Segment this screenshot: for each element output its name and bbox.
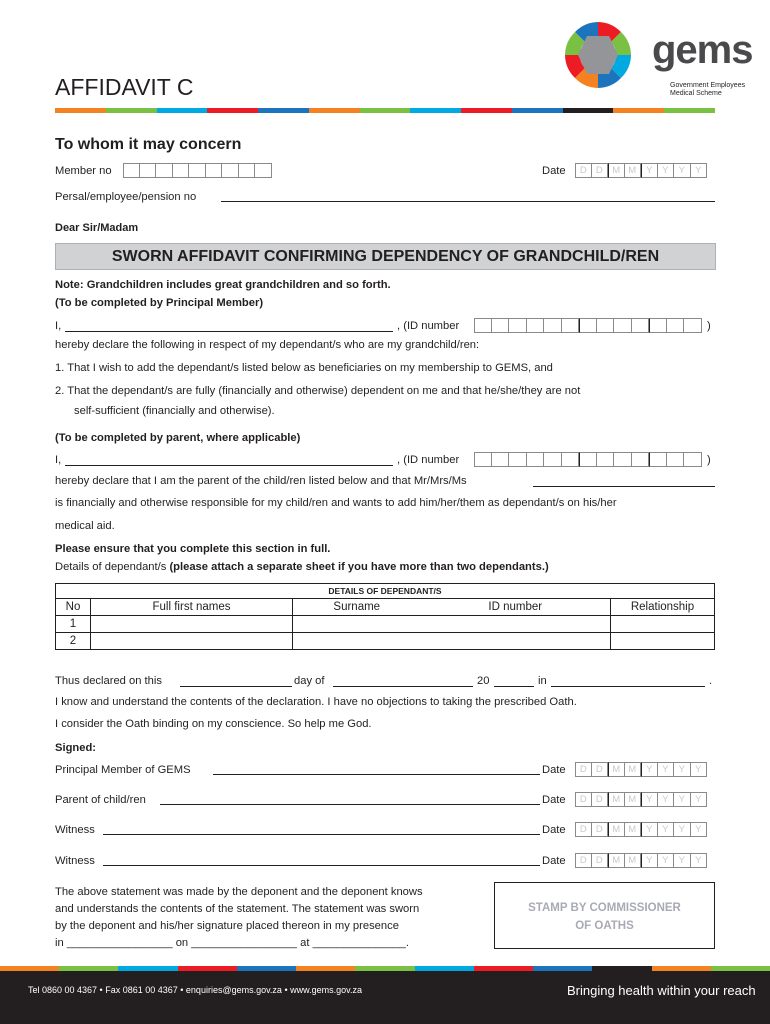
id-box[interactable]: [614, 318, 632, 333]
footer-slogan: Bringing health within your reach: [567, 983, 756, 998]
logo-subtitle: Government Employees Medical Scheme: [670, 82, 746, 97]
sign-label: Witness: [55, 855, 95, 867]
table-row: [56, 633, 715, 650]
date-box[interactable]: Y: [641, 822, 658, 837]
declaration-text: hereby declare the following in respect of my dependant/s who are my grandchild/ren:: [55, 339, 480, 351]
id-box[interactable]: [544, 452, 562, 467]
id-box[interactable]: [579, 452, 597, 467]
signature-line[interactable]: [213, 774, 540, 775]
id-box[interactable]: [562, 452, 580, 467]
id-number-label: , (ID number: [397, 454, 460, 466]
id-box[interactable]: [562, 318, 580, 333]
date-box[interactable]: M: [625, 163, 642, 178]
date-box[interactable]: Y: [674, 163, 691, 178]
principal-member-name-input[interactable]: [533, 486, 715, 487]
date-input[interactable]: [575, 762, 707, 777]
id-box[interactable]: [579, 318, 597, 333]
id-number-label: , (ID number: [397, 320, 460, 332]
date-box[interactable]: Y: [641, 163, 658, 178]
i-label: I,: [55, 320, 62, 332]
date-box[interactable]: M: [608, 792, 625, 807]
period: .: [709, 675, 713, 687]
date-box[interactable]: M: [625, 853, 642, 868]
id-cell[interactable]: [421, 633, 611, 650]
id-box[interactable]: [527, 452, 545, 467]
color-segment: [157, 108, 208, 113]
form-banner: SWORN AFFIDAVIT CONFIRMING DEPENDENCY OF GRANDCHILD/REN: [55, 243, 716, 270]
id-box[interactable]: [492, 318, 510, 333]
id-box[interactable]: [509, 318, 527, 333]
date-box[interactable]: Y: [674, 762, 691, 777]
color-segment: [207, 108, 258, 113]
date-input[interactable]: [575, 853, 707, 868]
date-box[interactable]: Y: [641, 853, 658, 868]
date-box[interactable]: Y: [641, 762, 658, 777]
date-box[interactable]: D: [592, 822, 609, 837]
id-box[interactable]: [632, 318, 650, 333]
know-text: I know and understand the contents of the declaration. I have no objections to taking the prescribed Oath.: [55, 696, 577, 708]
id-box[interactable]: [474, 318, 492, 333]
date-box[interactable]: Y: [641, 792, 658, 807]
member-no-box[interactable]: [156, 163, 173, 178]
date-box[interactable]: Y: [658, 853, 675, 868]
declaration-item-1: 1. That I wish to add the dependant/s listed below as beneficiaries on my membership to GEMS, and: [55, 362, 553, 374]
color-segment: [410, 108, 461, 113]
id-box[interactable]: [544, 318, 562, 333]
signature-line[interactable]: [160, 804, 540, 805]
id-box[interactable]: [649, 452, 667, 467]
member-no-box[interactable]: [222, 163, 239, 178]
declared-place-input[interactable]: [551, 686, 705, 687]
color-segment: [309, 108, 360, 113]
member-no-input[interactable]: [123, 163, 272, 178]
declared-month-input[interactable]: [333, 686, 473, 687]
member-no-box[interactable]: [173, 163, 190, 178]
color-segment: [258, 108, 309, 113]
date-box[interactable]: M: [608, 822, 625, 837]
statement-text: The above statement was made by the deponent and the deponent knows and understands the contents of the statement. The statement was sworn by the deponent and his/her signature placed thereon in my presence in _________________ on _________________ at _______________.: [55, 886, 423, 949]
signed-label: Signed:: [55, 742, 97, 754]
logo-wordmark: gems: [652, 28, 753, 72]
date-label: Date: [542, 764, 566, 776]
principal-subheading: (To be completed by Principal Member): [55, 297, 264, 309]
signature-line[interactable]: [103, 865, 540, 866]
id-box[interactable]: [667, 452, 685, 467]
signature-line[interactable]: [103, 834, 540, 835]
row-number: 1: [56, 616, 91, 633]
sign-label: Principal Member of GEMS: [55, 764, 191, 776]
date-label: Date: [542, 855, 566, 867]
declared-label: Thus declared on this: [55, 675, 162, 687]
date-box[interactable]: M: [608, 762, 625, 777]
id-cell[interactable]: [421, 616, 611, 633]
note: Note: Grandchildren includes great grandchildren and so forth.: [55, 279, 391, 291]
first-names-cell[interactable]: [91, 616, 293, 633]
parent-name-input[interactable]: [65, 465, 393, 466]
date-box[interactable]: Y: [691, 792, 708, 807]
parent-text-3: medical aid.: [55, 520, 115, 532]
parent-text-2: is financially and otherwise responsible for my child/ren and wants to add him/her/them as dependant/s on his/her: [55, 497, 617, 509]
declaration-item-2: 2. That the dependant/s are fully (financially and otherwise) dependent on me and that he/she/they are not: [55, 385, 581, 397]
date-label: Date: [542, 794, 566, 806]
date-box[interactable]: M: [608, 853, 625, 868]
date-box[interactable]: Y: [691, 163, 708, 178]
color-segment: [512, 108, 563, 113]
date-box[interactable]: Y: [658, 822, 675, 837]
col-no: No: [56, 599, 91, 616]
date-box[interactable]: Y: [691, 853, 708, 868]
id-box[interactable]: [684, 452, 702, 467]
color-segment: [55, 108, 106, 113]
date-input[interactable]: [575, 822, 707, 837]
sign-label: Witness: [55, 824, 95, 836]
surname-cell[interactable]: [293, 633, 421, 650]
date-box[interactable]: D: [592, 792, 609, 807]
date-input[interactable]: [575, 163, 707, 178]
member-no-box[interactable]: [206, 163, 223, 178]
color-segment: [613, 108, 664, 113]
section-heading: To whom it may concern: [55, 136, 242, 153]
color-segment: [360, 108, 411, 113]
id-box[interactable]: [597, 452, 615, 467]
member-no-box[interactable]: [189, 163, 206, 178]
date-input[interactable]: [575, 792, 707, 807]
declaration-item-2-cont: self-sufficient (financially and otherwise).: [74, 405, 275, 417]
id-box[interactable]: [649, 318, 667, 333]
year-label: 20: [477, 675, 490, 687]
persal-label: Persal/employee/pension no: [55, 191, 197, 203]
date-box[interactable]: M: [625, 762, 642, 777]
declared-day-input[interactable]: [180, 686, 292, 687]
date-box[interactable]: M: [625, 822, 642, 837]
declared-year-input[interactable]: [494, 686, 534, 687]
id-box[interactable]: [527, 318, 545, 333]
member-no-label: Member no: [55, 165, 112, 177]
principal-name-input[interactable]: [65, 331, 393, 332]
day-of-label: day of: [294, 675, 325, 687]
id-box[interactable]: [509, 452, 527, 467]
ensure-text: Please ensure that you complete this section in full.: [55, 543, 331, 555]
relationship-cell[interactable]: [611, 616, 715, 633]
color-segment: [461, 108, 512, 113]
col-id-number: ID number: [421, 599, 611, 616]
parent-id-input[interactable]: [474, 452, 702, 467]
date-box[interactable]: Y: [691, 822, 708, 837]
col-surname: Surname: [293, 599, 421, 616]
footer-contact: Tel 0860 00 4367 • Fax 0861 00 4367 • enquiries@gems.gov.za • www.gems.gov.za: [28, 985, 362, 995]
id-box[interactable]: [492, 452, 510, 467]
date-box[interactable]: Y: [658, 163, 675, 178]
date-box[interactable]: Y: [691, 762, 708, 777]
date-label: Date: [542, 165, 566, 177]
col-relationship: Relationship: [611, 599, 715, 616]
id-box[interactable]: [667, 318, 685, 333]
surname-cell[interactable]: [293, 616, 421, 633]
date-box[interactable]: D: [575, 163, 592, 178]
date-box[interactable]: Y: [674, 822, 691, 837]
persal-input[interactable]: [221, 201, 715, 202]
first-names-cell[interactable]: [91, 633, 293, 650]
relationship-cell[interactable]: [611, 633, 715, 650]
date-box[interactable]: D: [592, 762, 609, 777]
color-segment: [106, 108, 157, 113]
date-box[interactable]: M: [625, 792, 642, 807]
date-box[interactable]: M: [608, 163, 625, 178]
id-box[interactable]: [632, 452, 650, 467]
paren: ): [707, 320, 711, 332]
id-box[interactable]: [474, 452, 492, 467]
paren: ): [707, 454, 711, 466]
color-bar: [55, 108, 715, 113]
date-box[interactable]: D: [592, 163, 609, 178]
date-box[interactable]: D: [575, 822, 592, 837]
principal-id-input[interactable]: [474, 318, 702, 333]
color-segment: [664, 108, 715, 113]
table-title: DETAILS OF DEPENDANT/S: [56, 584, 715, 599]
date-box[interactable]: Y: [658, 762, 675, 777]
parent-subheading: (To be completed by parent, where applicable): [55, 432, 301, 444]
id-box[interactable]: [684, 318, 702, 333]
date-box[interactable]: Y: [674, 853, 691, 868]
col-first-names: Full first names: [91, 599, 293, 616]
sign-label: Parent of child/ren: [55, 794, 146, 806]
member-no-box[interactable]: [140, 163, 157, 178]
member-no-box[interactable]: [123, 163, 140, 178]
stamp-box: STAMP BY COMMISSIONER OF OATHS: [494, 882, 715, 949]
id-box[interactable]: [614, 452, 632, 467]
table-row: [56, 616, 715, 633]
row-number: 2: [56, 633, 91, 650]
date-box[interactable]: Y: [658, 792, 675, 807]
date-box[interactable]: D: [575, 762, 592, 777]
color-segment: [563, 108, 614, 113]
i-label: I,: [55, 454, 62, 466]
date-label: Date: [542, 824, 566, 836]
date-box[interactable]: Y: [674, 792, 691, 807]
id-box[interactable]: [597, 318, 615, 333]
member-no-box[interactable]: [255, 163, 272, 178]
parent-text-1: hereby declare that I am the parent of the child/ren listed below and that Mr/Mrs/Ms: [55, 475, 467, 487]
dependants-table: [55, 583, 715, 650]
date-box[interactable]: D: [592, 853, 609, 868]
details-text: Details of dependant/s (please attach a separate sheet if you have more than two dependants.): [55, 561, 549, 573]
date-box[interactable]: D: [575, 853, 592, 868]
member-no-box[interactable]: [239, 163, 256, 178]
date-box[interactable]: D: [575, 792, 592, 807]
salutation: Dear Sir/Madam: [55, 222, 139, 234]
in-label: in: [538, 675, 547, 687]
oath-text: I consider the Oath binding on my conscience. So help me God.: [55, 718, 372, 730]
page-title: AFFIDAVIT C: [55, 74, 194, 100]
